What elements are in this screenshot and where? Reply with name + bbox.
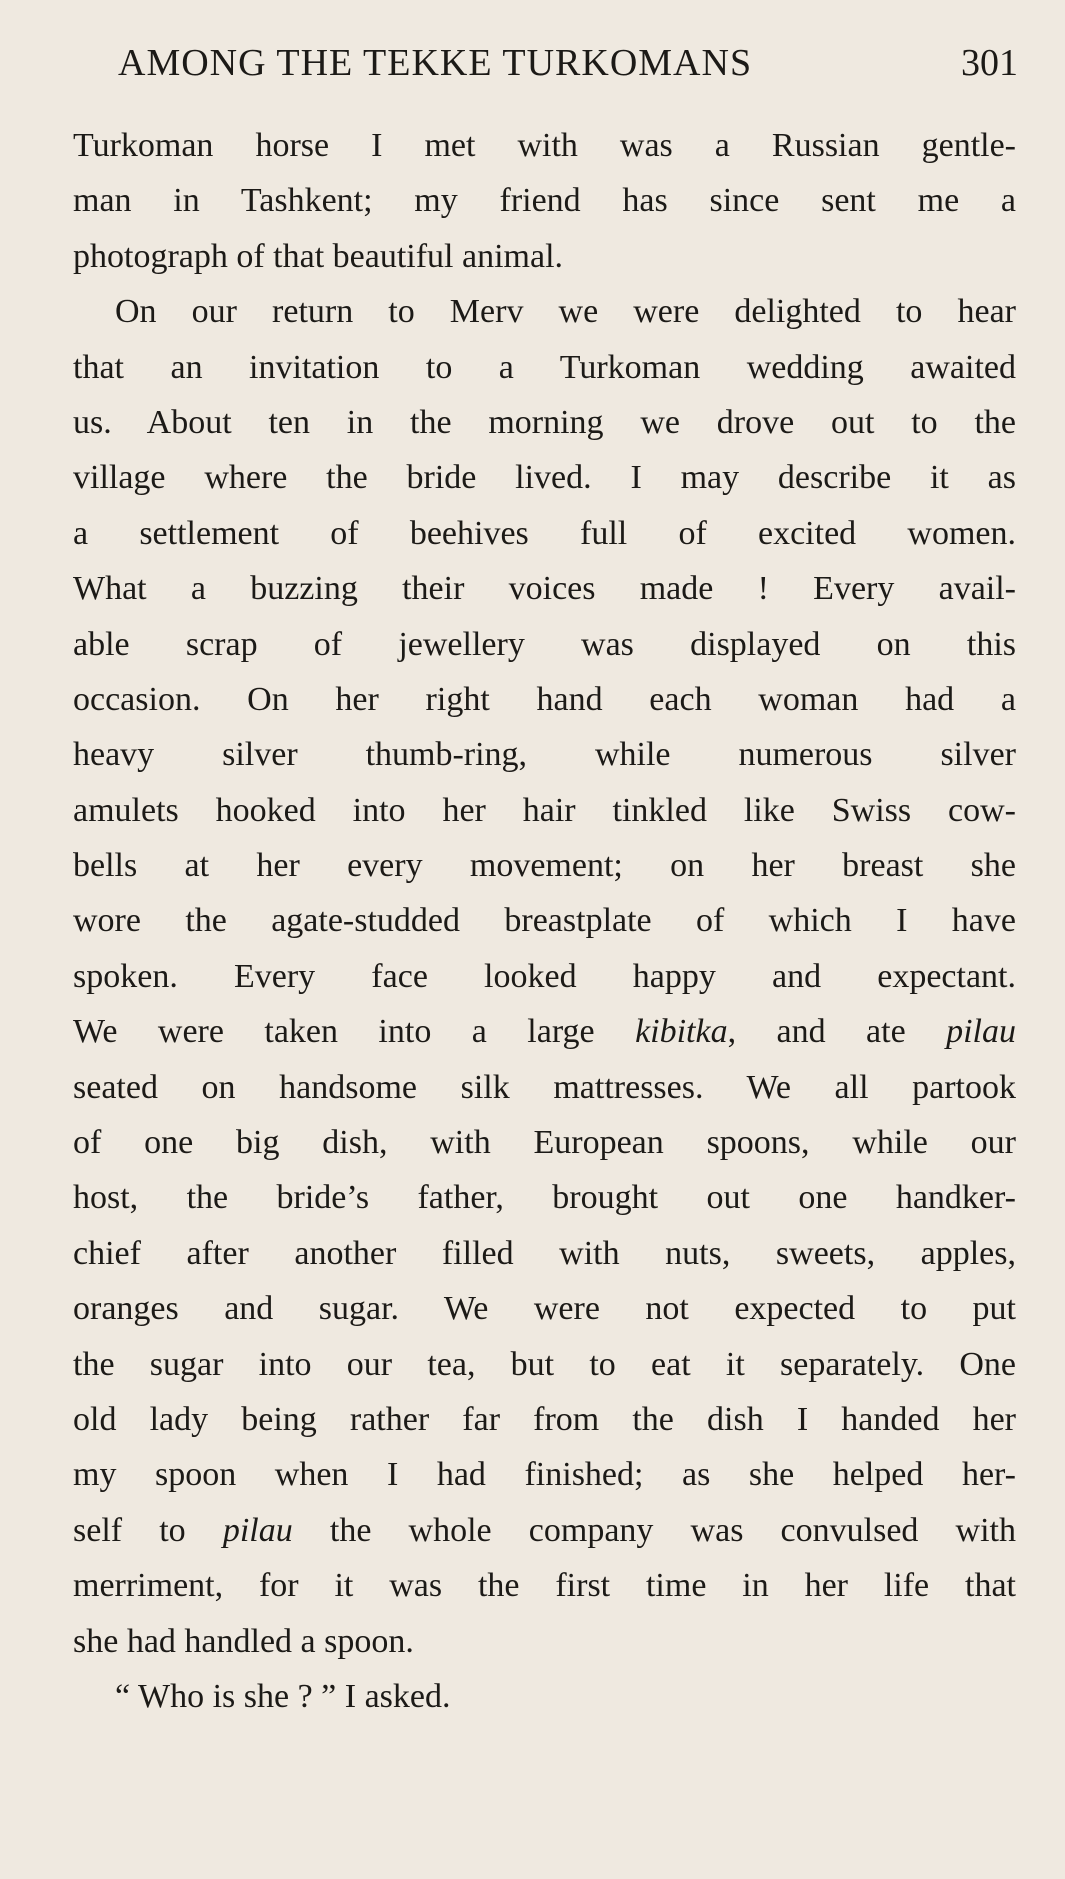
text-line: On our return to Merv we were delighted to hear xyxy=(115,293,1016,331)
text-line: able scrap of jewellery was displayed on this xyxy=(73,625,1016,663)
text-line: a settlement of beehives full of excited women. xyxy=(73,514,1016,552)
text-line-with-italics xyxy=(73,1004,1016,1059)
text-line: wore the agate-studded breastplate of which I have xyxy=(73,902,1016,940)
text-line: bells at her every movement; on her breast she xyxy=(73,847,1016,885)
text-line: “ Who is she ? ” I asked. xyxy=(115,1677,451,1715)
text-line: us. About ten in the morning we drove out to the xyxy=(73,403,1016,441)
text-run: We were taken into a large xyxy=(73,1013,636,1051)
text-run: , and ate xyxy=(727,1013,947,1051)
text-line: man in Tashkent; my friend has since sent me a xyxy=(73,182,1016,220)
italic-word-pilau: pilau xyxy=(946,1013,1017,1051)
text-line: chief after another filled with nuts, sweets, apples, xyxy=(73,1234,1016,1272)
text-line: oranges and sugar. We were not expected to put xyxy=(73,1290,1016,1328)
text-line: of one big dish, with European spoons, while our xyxy=(73,1124,1016,1162)
text-run: self to xyxy=(73,1511,223,1549)
running-head xyxy=(118,38,1018,88)
body-text xyxy=(73,118,1016,1724)
text-line: old lady being rather far from the dish I handed her xyxy=(73,1400,1016,1438)
text-line: Turkoman horse I met with was a Russian gentle- xyxy=(73,127,1016,164)
running-title: AMONG THE TEKKE TURKOMANS xyxy=(118,42,753,84)
text-line: spoken. Every face looked happy and expectant. xyxy=(73,957,1016,995)
page-number: 301 xyxy=(961,42,1018,84)
text-line: village where the bride lived. I may describe it as xyxy=(73,459,1016,497)
italic-word-kibitka: kibitka xyxy=(635,1013,728,1051)
text-line-with-italics xyxy=(73,1503,1016,1558)
text-line: that an invitation to a Turkoman wedding awaited xyxy=(73,348,1016,386)
text-line: amulets hooked into her hair tinkled like Swiss cow- xyxy=(73,791,1016,829)
text-line: heavy silver thumb-ring, while numerous silver xyxy=(73,736,1016,774)
text-line: What a buzzing their voices made ! Every avail- xyxy=(73,570,1016,608)
text-line: occasion. On her right hand each woman had a xyxy=(73,680,1016,718)
text-line: merriment, for it was the first time in her life that xyxy=(73,1567,1016,1605)
text-line: the sugar into our tea, but to eat it separately. One xyxy=(73,1345,1016,1383)
text-line: she had handled a spoon. xyxy=(73,1622,414,1660)
text-line: my spoon when I had finished; as she helped her- xyxy=(73,1456,1016,1494)
text-line: photograph of that beautiful animal. xyxy=(73,237,564,275)
italic-word-pilau: pilau xyxy=(222,1511,293,1549)
text-run: the whole company was convulsed with xyxy=(292,1511,1017,1549)
text-line: seated on handsome silk mattresses. We all partook xyxy=(73,1068,1016,1106)
text-line: host, the bride’s father, brought out one handker- xyxy=(73,1179,1016,1217)
